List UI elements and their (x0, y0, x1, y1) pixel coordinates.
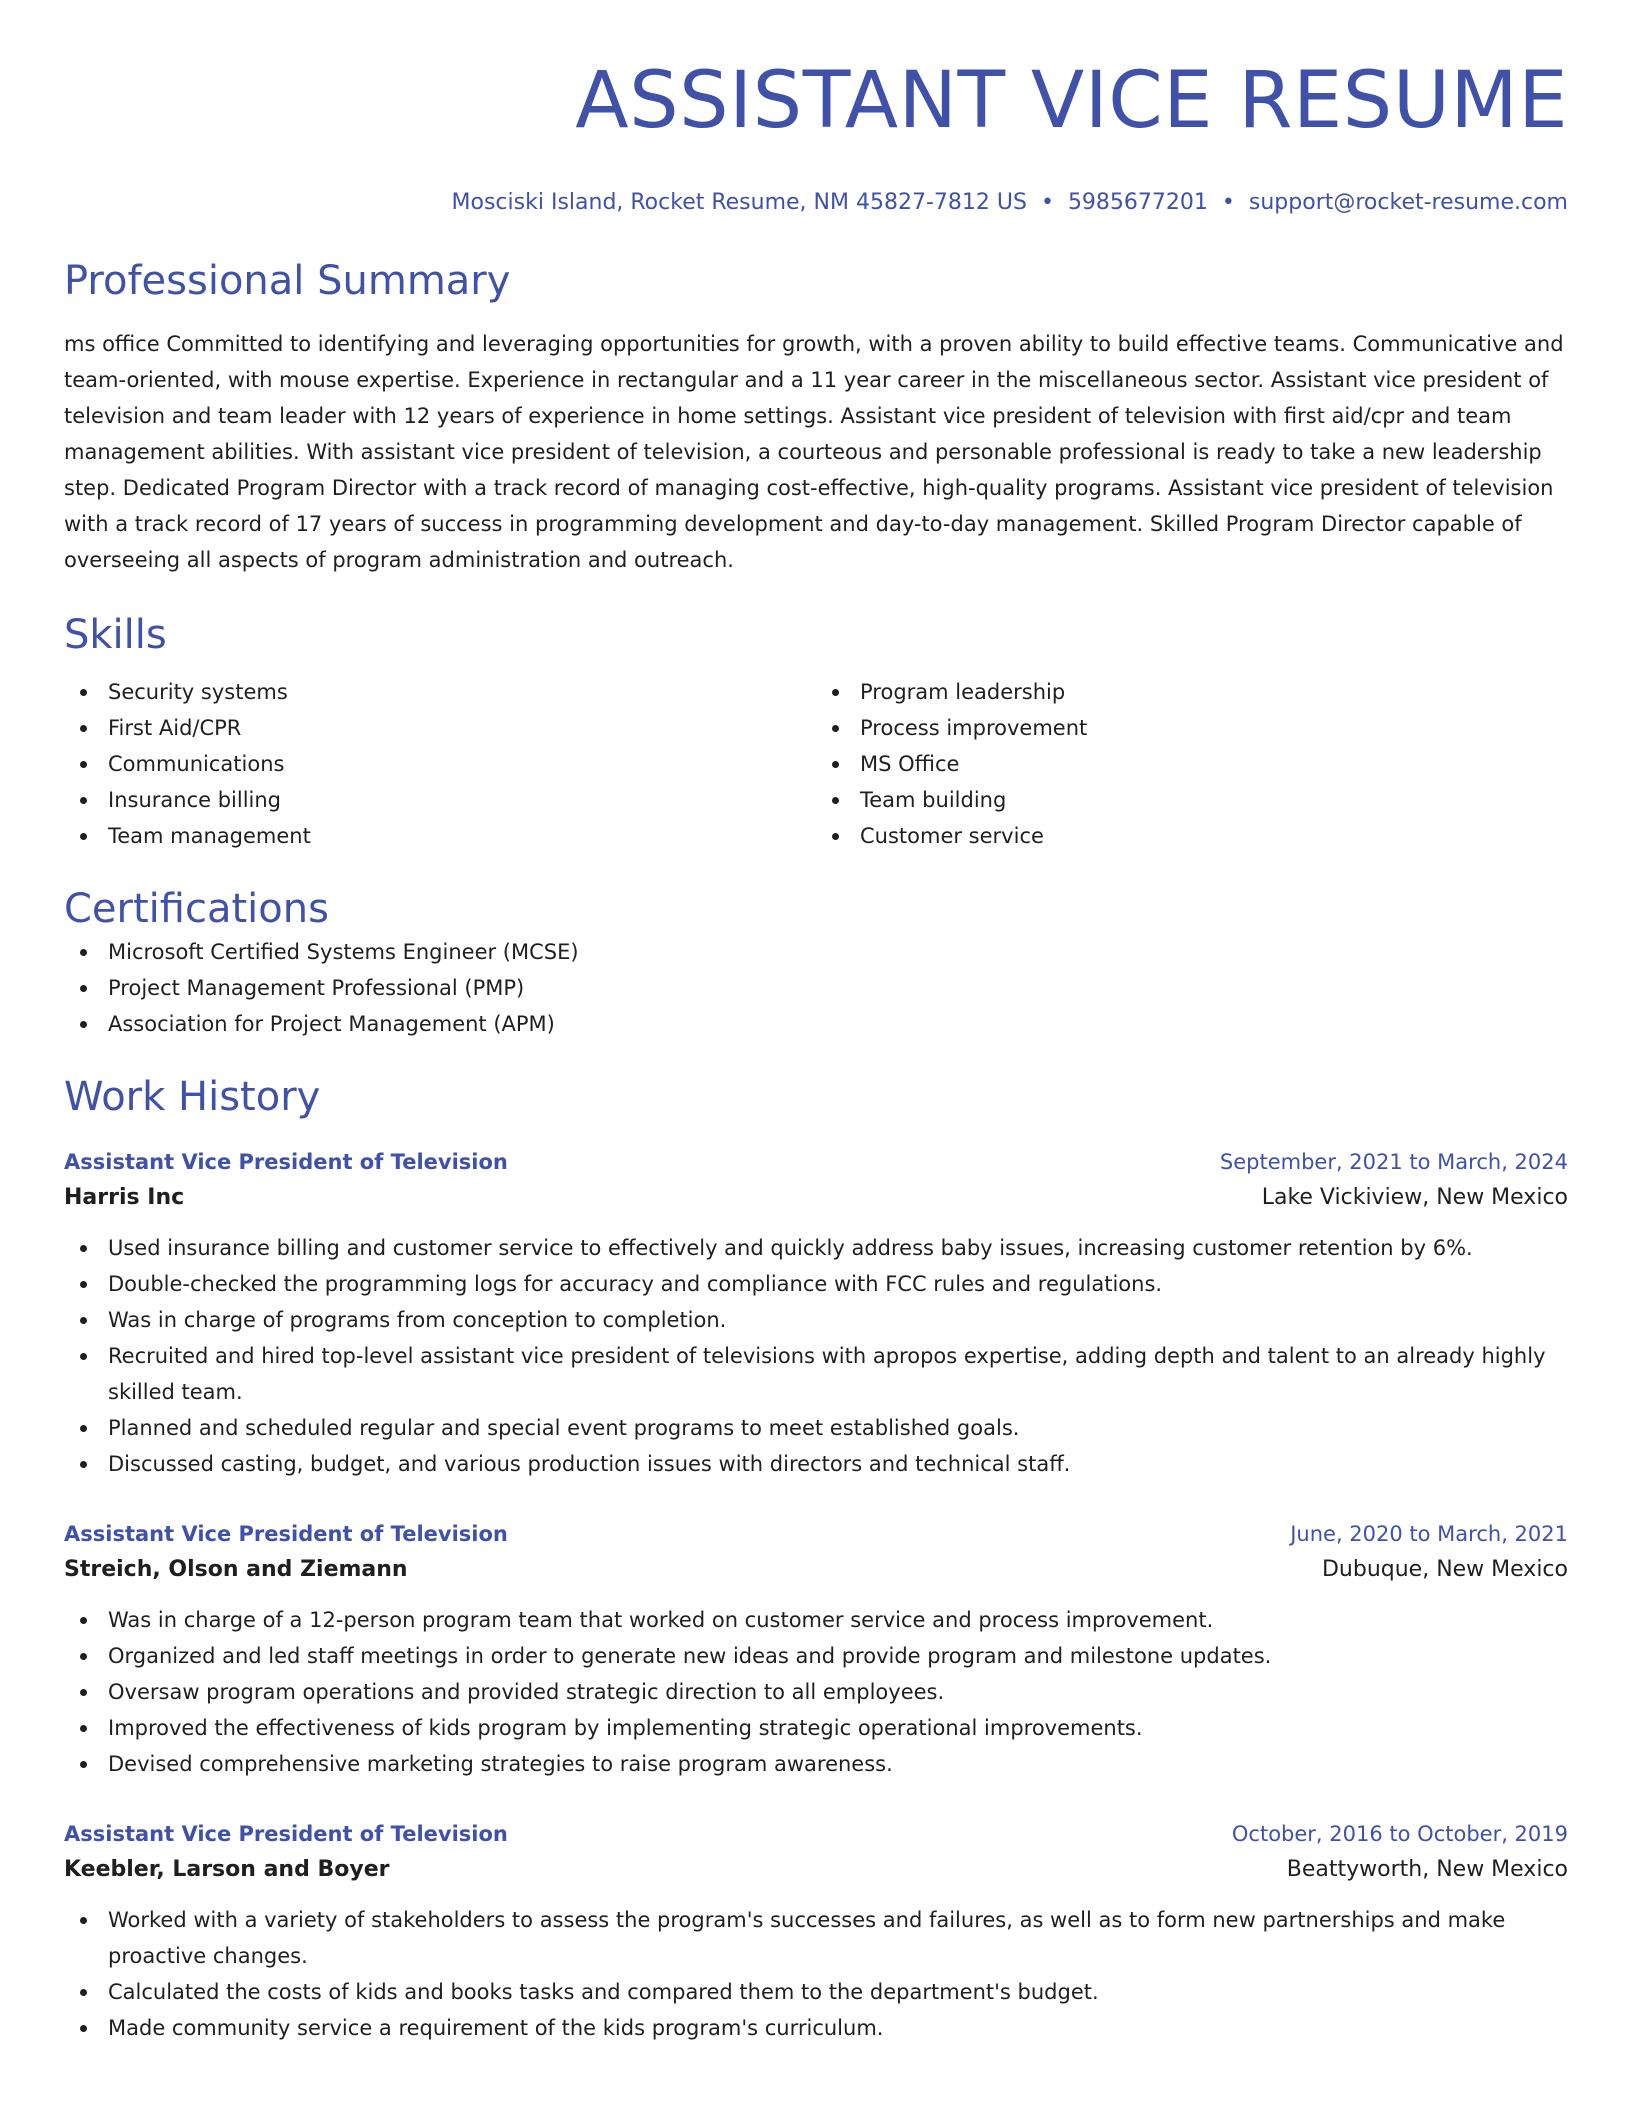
job-location: Dubuque, New Mexico (1321, 1557, 1568, 1582)
skill-item: First Aid/CPR (64, 710, 816, 746)
job-dates: September, 2021 to March, 2024 (1219, 1150, 1568, 1174)
job-company: Streich, Olson and Ziemann (64, 1557, 408, 1582)
job-location: Beattyworth, New Mexico (1286, 1857, 1568, 1882)
job-entry (64, 1816, 1568, 2046)
skill-item: Process improvement (816, 710, 1568, 746)
certifications-list (64, 934, 1568, 1042)
job-title: Assistant Vice President of Television (64, 1522, 508, 1546)
job-company-row (64, 1852, 1568, 1888)
contact-phone: 5985677201 (1067, 190, 1208, 215)
job-bullet: Double-checked the programming logs for accuracy and compliance with FCC rules and regulations. (64, 1266, 1568, 1302)
skills-list-right (816, 674, 1568, 854)
work-history-heading: Work History (64, 1074, 321, 1120)
job-bullets (64, 1902, 1568, 2046)
job-title: Assistant Vice President of Television (64, 1822, 508, 1846)
job-bullet: Was in charge of a 12-person program team that worked on customer service and process improvement. (64, 1602, 1568, 1638)
skill-item: Insurance billing (64, 782, 816, 818)
skills-heading: Skills (64, 612, 167, 658)
contact-separator: • (1221, 190, 1235, 215)
job-bullet: Oversaw program operations and provided strategic direction to all employees. (64, 1674, 1568, 1710)
contact-email: support@rocket-resume.com (1248, 190, 1568, 215)
job-bullets (64, 1602, 1568, 1782)
skills-columns (64, 674, 1568, 854)
job-bullet: Discussed casting, budget, and various production issues with directors and technical staff. (64, 1446, 1568, 1482)
certification-item: Association for Project Management (APM) (64, 1006, 1568, 1042)
job-dates: October, 2016 to October, 2019 (1231, 1822, 1568, 1846)
job-location: Lake Vickiview, New Mexico (1261, 1185, 1568, 1210)
skill-item: Team management (64, 818, 816, 854)
job-bullet: Made community service a requirement of the kids program's curriculum. (64, 2010, 1568, 2046)
skills-list-left (64, 674, 816, 854)
job-bullet: Calculated the costs of kids and books tasks and compared them to the department's budget. (64, 1974, 1568, 2010)
job-company: Harris Inc (64, 1185, 185, 1210)
resume-name: ASSISTANT VICE RESUME (575, 56, 1568, 146)
job-title: Assistant Vice President of Television (64, 1150, 508, 1174)
job-header-row (64, 1144, 1568, 1180)
contact-line (64, 188, 1568, 218)
job-company-row (64, 1180, 1568, 1216)
certifications-heading: Certifications (64, 886, 329, 932)
summary-text: ms office Committed to identifying and leveraging opportunities for growth, with a proven ability to build effective teams. Communicative and team-oriented, with mouse expertise. Experience in rectangular and a 11 year career in the miscellaneous sector. Assistant vice president of television and team leader with 12 years of experience in home settings. Assistant vice president of television with first aid/cpr and team management abilities. With assistant vice president of television, a courteous and personable professional is ready to take a new leadership step. Dedicated Program Director with a track record of managing cost-effective, high-quality programs. Assistant vice president of television with a track record of 17 years of success in programming development and day-to-day management. Skilled Program Director capable of overseeing all aspects of program administration and outreach. (64, 332, 1564, 572)
certification-item: Project Management Professional (PMP) (64, 970, 1568, 1006)
certification-item: Microsoft Certified Systems Engineer (MCSE) (64, 934, 1568, 970)
job-bullet: Devised comprehensive marketing strategies to raise program awareness. (64, 1746, 1568, 1782)
skill-item: MS Office (816, 746, 1568, 782)
job-bullet: Was in charge of programs from conception to completion. (64, 1302, 1568, 1338)
job-bullet: Recruited and hired top-level assistant vice president of televisions with apropos expertise, adding depth and talent to an already highly skilled team. (64, 1338, 1568, 1410)
job-bullet: Planned and scheduled regular and special event programs to meet established goals. (64, 1410, 1568, 1446)
skill-item: Team building (816, 782, 1568, 818)
job-bullet: Organized and led staff meetings in order to generate new ideas and provide program and milestone updates. (64, 1638, 1568, 1674)
job-bullets (64, 1230, 1568, 1482)
job-bullet: Worked with a variety of stakeholders to assess the program's successes and failures, as well as to form new partnerships and make proactive changes. (64, 1902, 1568, 1974)
job-bullet: Improved the effectiveness of kids program by implementing strategic operational improvements. (64, 1710, 1568, 1746)
job-company: Keebler, Larson and Boyer (64, 1857, 390, 1882)
skill-item: Security systems (64, 674, 816, 710)
job-dates: June, 2020 to March, 2021 (1290, 1522, 1568, 1546)
contact-separator: • (1040, 190, 1054, 215)
job-header-row (64, 1516, 1568, 1552)
skill-item: Program leadership (816, 674, 1568, 710)
summary-heading: Professional Summary (64, 258, 511, 304)
job-company-row (64, 1552, 1568, 1588)
skill-item: Customer service (816, 818, 1568, 854)
job-entry (64, 1144, 1568, 1482)
job-header-row (64, 1816, 1568, 1852)
job-entry (64, 1516, 1568, 1782)
job-bullet: Used insurance billing and customer service to effectively and quickly address baby issues, increasing customer retention by 6%. (64, 1230, 1568, 1266)
contact-address: Mosciski Island, Rocket Resume, NM 45827-7812 US (451, 190, 1027, 215)
skill-item: Communications (64, 746, 816, 782)
